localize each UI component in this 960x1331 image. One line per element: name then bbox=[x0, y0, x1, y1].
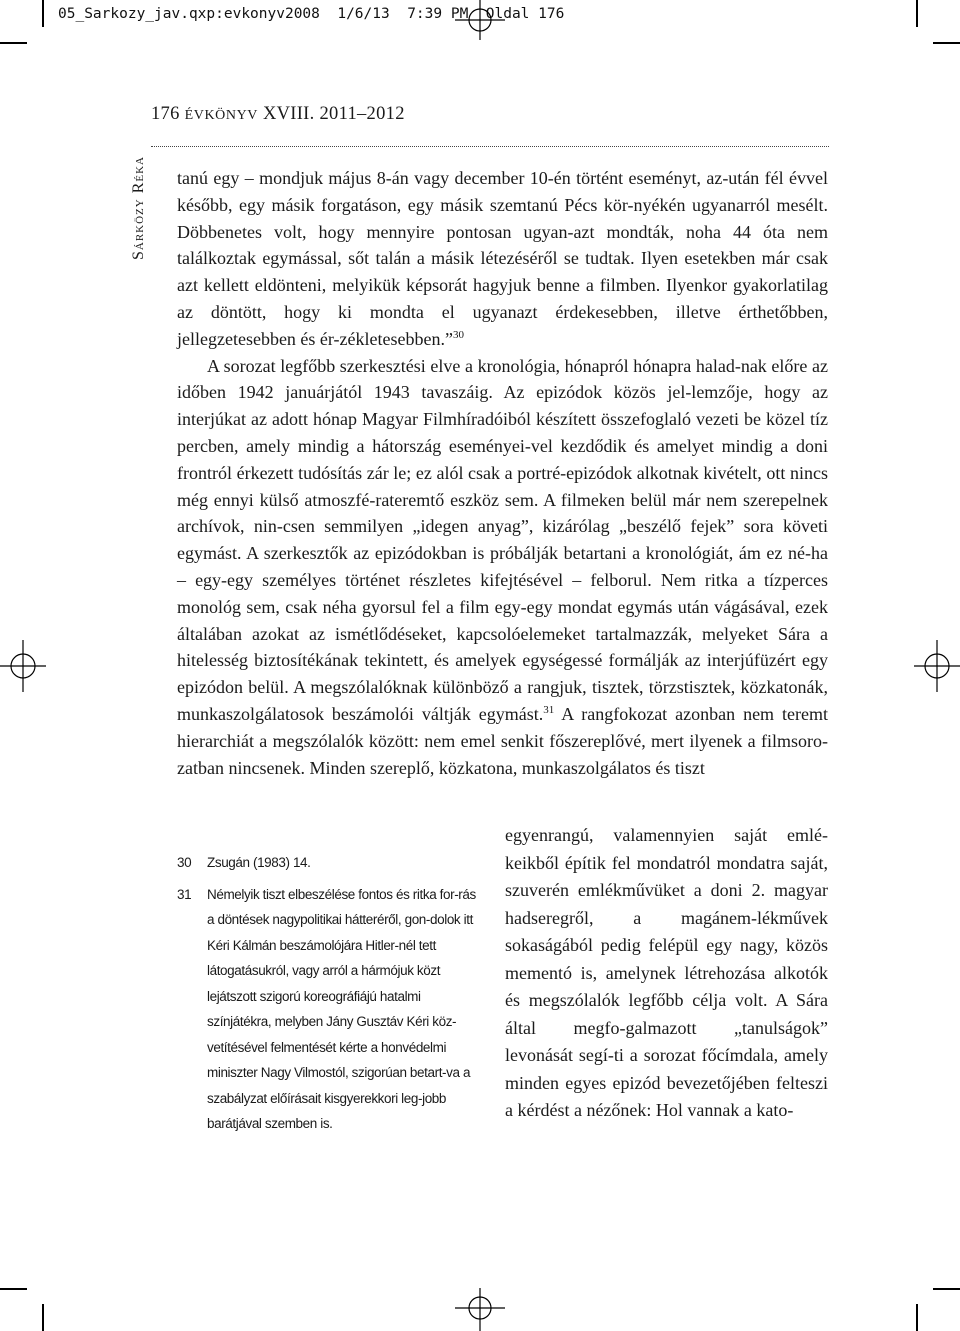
journal-title: ÉVKÖNYV bbox=[184, 108, 259, 123]
footnotes bbox=[177, 850, 477, 1143]
crop-mark-top-right-vertical bbox=[916, 0, 918, 27]
header-rule bbox=[151, 146, 829, 147]
crop-mark-top-left-horizontal bbox=[0, 42, 27, 44]
registration-mark-top-icon bbox=[455, 0, 505, 40]
page-number: 176 bbox=[151, 104, 180, 124]
footnote-ref-30: 30 bbox=[452, 328, 464, 341]
running-head bbox=[151, 104, 405, 125]
paragraph: A sorozat legfőbb szerkesztési elve a kronológia, hónapról hónapra halad-nak előre az időben 1942 januárjától 1943 tavaszáig. Az epizódok közös jel-lemzője, hogy az interjúkat az adott hónap Magyar Filmhíradóiból készített összefoglaló vezeti be közel tíz percben, amely mindig a hátország eseményei-vel kezdődik és amelyet mindig a doni frontról érkezett tudósítás zár le; ez alól csak a portré-epizódok alkotnak kivételt, ott nincs még ennyi külső atmoszfé-rateremtő eszköz sem. A filmeken belül már nem szerepelnek archívok, nin-csen semmilyen „idegen anyag”, kizárólag „beszélő fejek” sora követi egymást. A szerkesztők az epizódokban is próbálják betartani a kronológiát, ám ez né-ha – egy-egy személyes történet részletes kifejtésével – felborul. Nem ritka a tízperces monológ sem, csak néha gyorsul fel a film egy-egy mondat egymás után vágásával, ezek általában azokat az ismétlődéseket, kapcsolóelemeket tartalmazzák, melyeket Sára a hitelesség biztosítékának tekintett, és amelyek egységessé formálják az interjúfüzért egy epizódon belül. A megszólalóknak különböző a rangjuk, tisztek, törzstisztek, közkatonák, munkaszolgálatosok beszámolói váltják egymást.$^{31}$ A rangfokozat azonban nem teremt hierarchiát a megszólalók között: nem emel senkit főszereplővé, mert ilyenek a filmsoro-zatban nincsenek. Minden szereplő, közkatona, munkaszolgálatos és tiszt bbox=[177, 355, 828, 778]
registration-mark-bottom-icon bbox=[455, 1288, 505, 1331]
footnote-text: Zsugán (1983) 14. bbox=[207, 855, 311, 870]
crop-mark-top-right-horizontal bbox=[933, 42, 960, 44]
footnote bbox=[177, 850, 477, 876]
footnote-text: Némelyik tiszt elbeszélése fontos és ritka for-rás a döntések nagypolitikai hátteréről, gon-dolok itt Kéri Kálmán beszámolójára Hitler-nél tett látogatásukról, vagy arról a hármójuk közt lejátszott szigorú koreográfiájú hatalmi színjátékra, melyben Jány Gusztáv Kéri köz-vetítésével felmentését kérte a honvédelmi miniszter Nagy Vilmostól, szigorúan betart-va a szabályzat előírásait kisgyerekkori leg-jobb barátjával szemben is. bbox=[207, 886, 476, 1131]
printer-slug: 05_Sarkozy_jav.qxp:evkonyv2008 1/6/13 7:39 PM Oldal 176 bbox=[58, 4, 568, 24]
footnote-ref-31: 31 bbox=[543, 703, 555, 716]
crop-mark-bottom-left-vertical bbox=[42, 1304, 44, 1331]
right-column-text: egyenrangú, valamennyien saját emlé-keikből építik fel mondatról mondatra saját, szuverén emlékművüket a doni 2. magyar hadseregről, a magánem-lékművek sokaságából pedig felépül egy nagy, közös mementó is, amelynek létrehozása alkotók és megszólalók legfőbb célja volt. A Sára által megfo-galmazott „tanulságok” levonását segí-ti a sorozat főcímdala, amely minden egyes epizód bevezetőjében felteszi a kérdést a nézőnek: Hol vannak a kato- bbox=[505, 825, 828, 1120]
author-name: Sárközy Réka bbox=[130, 155, 147, 261]
paragraph: tanú egy – mondjuk május 8-án vagy december 10-én történt eseményt, az-után fél évvel később, egy másik forgatáson, egy másik szemtanú Pécs kör-nyékén ugyanarról mesélt. Döbbenetes volt, hogy mennyire pontosan ugyan-azt mondták, noha 44 óta nem találkoztak egymással, sőt talán a másik létezéséről se tudtak. Ilyen esetekben már csak azt kellett eldönteni, melyikük képsorát hagyjuk benne a filmben. Ilyenkor gyakorlatilag az döntött, hogy ki mondta el ugyanazt érdekesebben, illetve érthetőbben, jellegzetesebben és ér-zékletesebben.”$^{30}$ bbox=[177, 168, 828, 349]
crop-mark-bottom-right-horizontal bbox=[933, 1288, 960, 1290]
registration-mark-right-icon bbox=[914, 640, 960, 692]
crop-mark-bottom-right-vertical bbox=[916, 1304, 918, 1331]
crop-mark-top-left-vertical bbox=[42, 0, 44, 27]
main-text bbox=[177, 165, 828, 781]
crop-mark-bottom-left-horizontal bbox=[0, 1288, 27, 1290]
author-side-label bbox=[119, 156, 159, 260]
registration-mark-left-icon bbox=[0, 640, 46, 692]
footnote bbox=[177, 882, 477, 1137]
footnote-number: 30 bbox=[177, 855, 192, 870]
footnote-number: 31 bbox=[177, 886, 192, 902]
journal-volume: XVIII. 2011–2012 bbox=[258, 104, 405, 124]
